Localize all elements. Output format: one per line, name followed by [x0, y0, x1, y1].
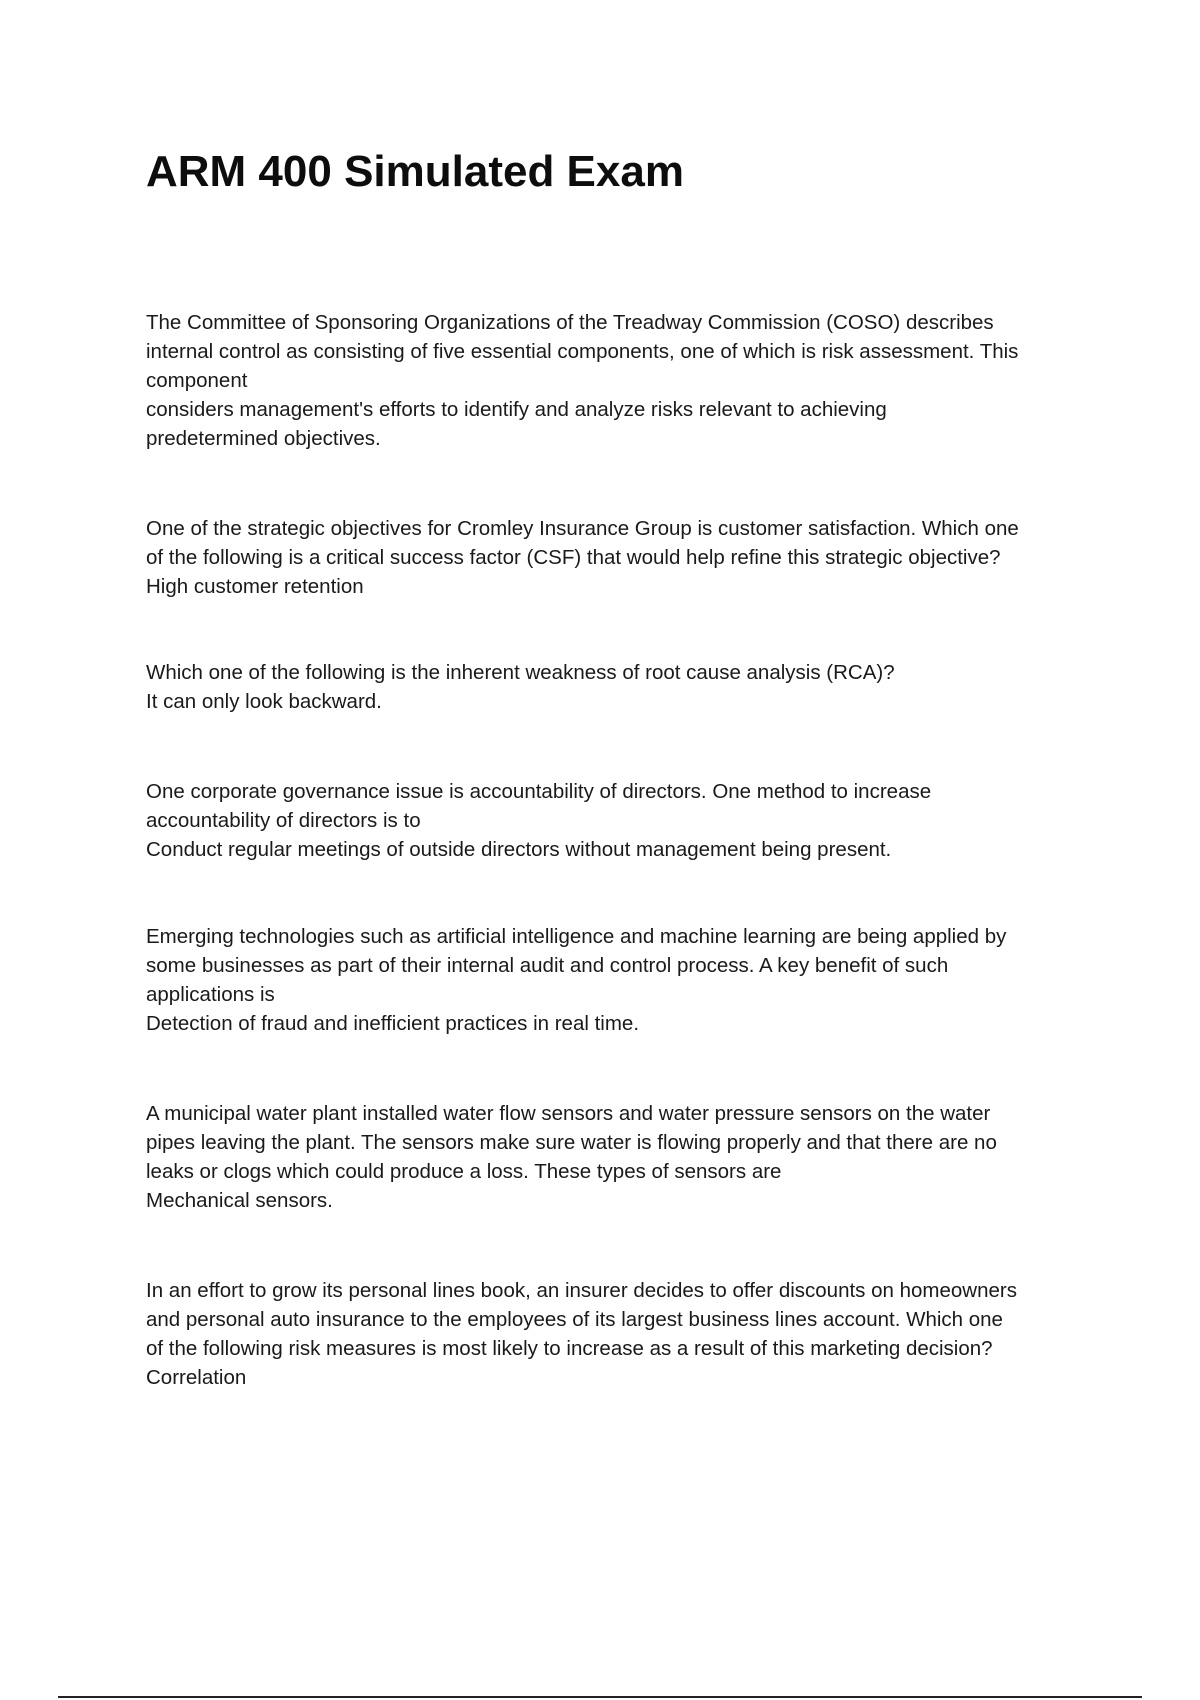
answer-line: Correlation [146, 1366, 247, 1389]
answer-line: Detection of fraud and inefficient practices in real time. [146, 1012, 640, 1035]
answer-line: predetermined objectives. [146, 427, 381, 450]
question-line: One corporate governance issue is accountability of directors. One method to increase [146, 780, 932, 803]
question-line: component [146, 369, 248, 392]
question-line: Emerging technologies such as artificial intelligence and machine learning are being applied by [146, 925, 1007, 948]
qa-item-5 [146, 922, 1096, 1038]
question-line: and personal auto insurance to the employees of its largest business lines account. Which one [146, 1308, 1003, 1331]
question-line: applications is [146, 983, 275, 1006]
question-line: The Committee of Sponsoring Organizations of the Treadway Commission (COSO) describes [146, 311, 994, 334]
question-line: of the following risk measures is most likely to increase as a result of this marketing decision? [146, 1337, 993, 1360]
answer-line: considers management's efforts to identify and analyze risks relevant to achieving [146, 398, 887, 421]
question-line: One of the strategic objectives for Cromley Insurance Group is customer satisfaction. Which one [146, 517, 1019, 540]
question-line: internal control as consisting of five essential components, one of which is risk assessment. This [146, 340, 1019, 363]
page-title: ARM 400 Simulated Exam [146, 147, 684, 196]
answer-line: It can only look backward. [146, 690, 382, 713]
qa-item-3 [146, 658, 1096, 716]
question-line: In an effort to grow its personal lines book, an insurer decides to offer discounts on homeowners [146, 1279, 1017, 1302]
footer-divider [58, 1696, 1142, 1698]
question-line: pipes leaving the plant. The sensors make sure water is flowing properly and that there are no [146, 1131, 997, 1154]
answer-line: High customer retention [146, 575, 364, 598]
qa-item-6 [146, 1099, 1096, 1215]
question-line: A municipal water plant installed water flow sensors and water pressure sensors on the water [146, 1102, 991, 1125]
question-line: accountability of directors is to [146, 809, 421, 832]
answer-line: Conduct regular meetings of outside directors without management being present. [146, 838, 892, 861]
question-line: Which one of the following is the inherent weakness of root cause analysis (RCA)? [146, 661, 895, 684]
qa-item-7 [146, 1276, 1096, 1392]
answer-line: Mechanical sensors. [146, 1189, 333, 1212]
qa-item-1 [146, 308, 1096, 453]
question-line: of the following is a critical success factor (CSF) that would help refine this strategic objective? [146, 546, 1001, 569]
question-line: some businesses as part of their internal audit and control process. A key benefit of such [146, 954, 949, 977]
qa-item-2 [146, 514, 1096, 601]
question-line: leaks or clogs which could produce a loss. These types of sensors are [146, 1160, 782, 1183]
qa-item-4 [146, 777, 1096, 864]
